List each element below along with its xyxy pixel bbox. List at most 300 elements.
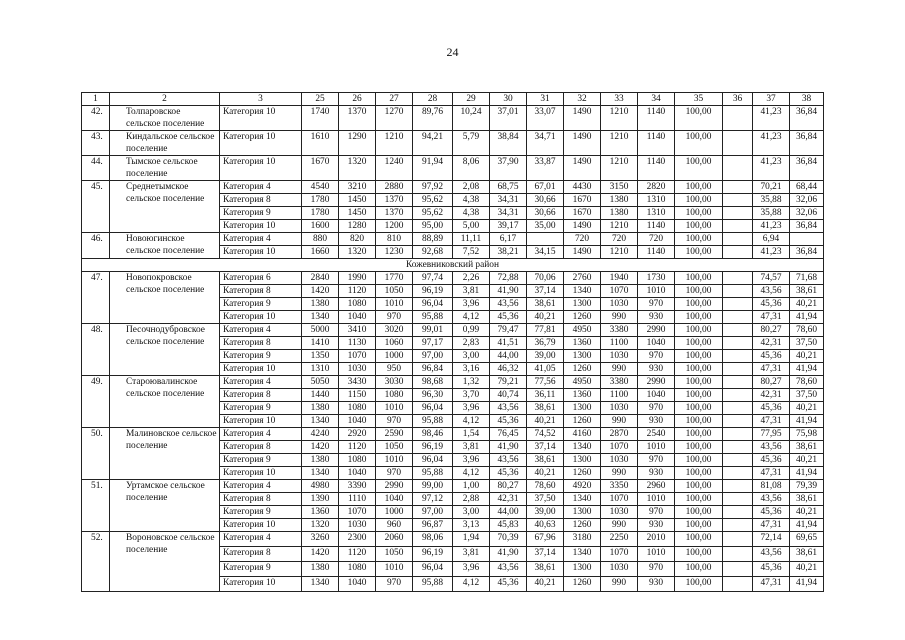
value-cell: 89,76 bbox=[413, 106, 453, 131]
value-cell: 720 bbox=[564, 233, 601, 246]
value-cell: 47,31 bbox=[753, 467, 790, 480]
value-cell: 100,00 bbox=[675, 337, 723, 350]
category-cell: Категория 10 bbox=[220, 131, 302, 156]
value-cell: 1010 bbox=[376, 298, 413, 311]
row-number: 51. bbox=[82, 480, 110, 532]
value-cell: 100,00 bbox=[675, 324, 723, 337]
value-cell: 970 bbox=[638, 562, 675, 577]
value-cell: 97,17 bbox=[413, 337, 453, 350]
value-cell: 4540 bbox=[302, 181, 339, 194]
value-cell: 1140 bbox=[638, 246, 675, 259]
value-cell bbox=[723, 207, 753, 220]
value-cell: 930 bbox=[638, 467, 675, 480]
value-cell: 1300 bbox=[564, 402, 601, 415]
value-cell: 1420 bbox=[302, 285, 339, 298]
value-cell: 1200 bbox=[376, 220, 413, 233]
value-cell: 100,00 bbox=[675, 181, 723, 194]
value-cell: 4,38 bbox=[453, 207, 490, 220]
value-cell: 100,00 bbox=[675, 562, 723, 577]
column-header: 3 bbox=[220, 93, 302, 106]
value-cell: 4980 bbox=[302, 480, 339, 493]
value-cell: 34,31 bbox=[490, 194, 527, 207]
value-cell: 1490 bbox=[564, 246, 601, 259]
value-cell: 1380 bbox=[601, 194, 638, 207]
value-cell bbox=[723, 156, 753, 181]
value-cell: 1390 bbox=[302, 493, 339, 506]
value-cell: 1360 bbox=[564, 389, 601, 402]
value-cell bbox=[723, 562, 753, 577]
value-cell: 1270 bbox=[376, 106, 413, 131]
value-cell: 1260 bbox=[564, 577, 601, 592]
value-cell: 1990 bbox=[339, 272, 376, 285]
value-cell: 41,90 bbox=[490, 547, 527, 562]
value-cell: 67,96 bbox=[527, 532, 564, 547]
value-cell: 5,00 bbox=[453, 220, 490, 233]
row-number: 48. bbox=[82, 324, 110, 376]
value-cell: 4160 bbox=[564, 428, 601, 441]
value-cell: 970 bbox=[376, 311, 413, 324]
value-cell: 1340 bbox=[302, 415, 339, 428]
value-cell: 1340 bbox=[302, 577, 339, 592]
value-cell: 100,00 bbox=[675, 156, 723, 181]
value-cell: 1040 bbox=[638, 337, 675, 350]
district-title: Кожевниковский район bbox=[82, 259, 824, 272]
column-header: 25 bbox=[302, 93, 339, 106]
value-cell: 950 bbox=[376, 363, 413, 376]
category-cell: Категория 9 bbox=[220, 402, 302, 415]
value-cell: 2590 bbox=[376, 428, 413, 441]
value-cell: 77,81 bbox=[527, 324, 564, 337]
value-cell: 37,14 bbox=[527, 547, 564, 562]
value-cell: 4,12 bbox=[453, 415, 490, 428]
value-cell: 36,84 bbox=[790, 131, 824, 156]
value-cell: 1370 bbox=[376, 194, 413, 207]
value-cell: 1340 bbox=[302, 467, 339, 480]
value-cell: 1300 bbox=[564, 298, 601, 311]
value-cell: 2,88 bbox=[453, 493, 490, 506]
category-cell: Категория 8 bbox=[220, 441, 302, 454]
value-cell: 79,39 bbox=[790, 480, 824, 493]
value-cell: 33,07 bbox=[527, 106, 564, 131]
value-cell: 81,08 bbox=[753, 480, 790, 493]
value-cell: 98,46 bbox=[413, 428, 453, 441]
value-cell: 1050 bbox=[376, 547, 413, 562]
value-cell: 100,00 bbox=[675, 493, 723, 506]
value-cell: 1310 bbox=[302, 363, 339, 376]
value-cell: 2990 bbox=[638, 324, 675, 337]
value-cell: 100,00 bbox=[675, 467, 723, 480]
value-cell: 43,56 bbox=[753, 441, 790, 454]
value-cell: 100,00 bbox=[675, 547, 723, 562]
value-cell: 45,36 bbox=[490, 415, 527, 428]
value-cell: 5,79 bbox=[453, 131, 490, 156]
category-cell: Категория 4 bbox=[220, 324, 302, 337]
value-cell: 100,00 bbox=[675, 577, 723, 592]
value-cell: 100,00 bbox=[675, 376, 723, 389]
value-cell: 80,27 bbox=[490, 480, 527, 493]
value-cell: 37,01 bbox=[490, 106, 527, 131]
value-cell: 1410 bbox=[302, 337, 339, 350]
value-cell bbox=[723, 441, 753, 454]
category-cell: Категория 4 bbox=[220, 233, 302, 246]
value-cell: 2990 bbox=[376, 480, 413, 493]
value-cell: 1010 bbox=[376, 562, 413, 577]
value-cell bbox=[723, 337, 753, 350]
value-cell: 3030 bbox=[376, 376, 413, 389]
value-cell: 38,84 bbox=[490, 131, 527, 156]
value-cell: 96,04 bbox=[413, 298, 453, 311]
value-cell: 1260 bbox=[564, 467, 601, 480]
value-cell: 1130 bbox=[339, 337, 376, 350]
value-cell: 69,65 bbox=[790, 532, 824, 547]
value-cell: 2960 bbox=[638, 480, 675, 493]
value-cell: 43,56 bbox=[490, 402, 527, 415]
value-cell: 45,36 bbox=[490, 467, 527, 480]
value-cell: 4,12 bbox=[453, 311, 490, 324]
value-cell: 68,44 bbox=[790, 181, 824, 194]
value-cell: 1280 bbox=[339, 220, 376, 233]
value-cell: 10,24 bbox=[453, 106, 490, 131]
value-cell: 930 bbox=[638, 519, 675, 532]
value-cell: 1080 bbox=[339, 562, 376, 577]
value-cell: 990 bbox=[601, 577, 638, 592]
value-cell: 1370 bbox=[339, 106, 376, 131]
value-cell: 77,95 bbox=[753, 428, 790, 441]
value-cell: 1740 bbox=[302, 106, 339, 131]
value-cell bbox=[723, 363, 753, 376]
row-number: 46. bbox=[82, 233, 110, 259]
value-cell: 100,00 bbox=[675, 350, 723, 363]
value-cell: 34,31 bbox=[490, 207, 527, 220]
settlement-name: Киндальское сельское поселение bbox=[110, 131, 220, 156]
value-cell: 67,01 bbox=[527, 181, 564, 194]
value-cell: 1380 bbox=[302, 562, 339, 577]
value-cell: 99,00 bbox=[413, 480, 453, 493]
value-cell: 4,12 bbox=[453, 467, 490, 480]
value-cell bbox=[723, 480, 753, 493]
value-cell: 41,90 bbox=[490, 441, 527, 454]
table-row bbox=[82, 181, 824, 194]
value-cell: 100,00 bbox=[675, 246, 723, 259]
value-cell: 45,36 bbox=[753, 506, 790, 519]
value-cell: 38,61 bbox=[527, 454, 564, 467]
value-cell: 100,00 bbox=[675, 298, 723, 311]
value-cell: 1030 bbox=[601, 506, 638, 519]
value-cell: 3020 bbox=[376, 324, 413, 337]
category-cell: Категория 10 bbox=[220, 577, 302, 592]
value-cell: 95,88 bbox=[413, 577, 453, 592]
value-cell: 5050 bbox=[302, 376, 339, 389]
value-cell: 43,56 bbox=[490, 562, 527, 577]
value-cell: 96,04 bbox=[413, 562, 453, 577]
value-cell: 39,17 bbox=[490, 220, 527, 233]
value-cell: 1490 bbox=[564, 131, 601, 156]
value-cell: 41,94 bbox=[790, 415, 824, 428]
settlement-name: Староювалинское сельское поселение bbox=[110, 376, 220, 428]
value-cell: 4950 bbox=[564, 376, 601, 389]
value-cell: 4920 bbox=[564, 480, 601, 493]
value-cell: 40,21 bbox=[527, 577, 564, 592]
value-cell: 2300 bbox=[339, 532, 376, 547]
value-cell: 2880 bbox=[376, 181, 413, 194]
value-cell: 4,38 bbox=[453, 194, 490, 207]
value-cell: 100,00 bbox=[675, 454, 723, 467]
value-cell: 1300 bbox=[564, 506, 601, 519]
value-cell: 35,88 bbox=[753, 194, 790, 207]
value-cell: 100,00 bbox=[675, 311, 723, 324]
column-header: 33 bbox=[601, 93, 638, 106]
value-cell: 74,52 bbox=[527, 428, 564, 441]
value-cell: 99,01 bbox=[413, 324, 453, 337]
category-cell: Категория 4 bbox=[220, 480, 302, 493]
value-cell: 45,36 bbox=[753, 454, 790, 467]
value-cell: 3,81 bbox=[453, 285, 490, 298]
value-cell: 97,74 bbox=[413, 272, 453, 285]
value-cell: 40,21 bbox=[790, 506, 824, 519]
value-cell: 1240 bbox=[376, 156, 413, 181]
value-cell: 100,00 bbox=[675, 207, 723, 220]
value-cell bbox=[723, 246, 753, 259]
value-cell: 47,31 bbox=[753, 577, 790, 592]
value-cell bbox=[723, 233, 753, 246]
value-cell: 88,89 bbox=[413, 233, 453, 246]
value-cell: 1490 bbox=[564, 106, 601, 131]
value-cell: 970 bbox=[376, 577, 413, 592]
value-cell: 1030 bbox=[339, 363, 376, 376]
column-header: 30 bbox=[490, 93, 527, 106]
column-header: 29 bbox=[453, 93, 490, 106]
value-cell: 960 bbox=[376, 519, 413, 532]
value-cell: 1780 bbox=[302, 207, 339, 220]
value-cell: 1290 bbox=[339, 131, 376, 156]
value-cell: 41,23 bbox=[753, 156, 790, 181]
value-cell: 2,83 bbox=[453, 337, 490, 350]
value-cell bbox=[723, 415, 753, 428]
value-cell: 43,56 bbox=[753, 285, 790, 298]
value-cell: 45,36 bbox=[490, 577, 527, 592]
value-cell: 98,06 bbox=[413, 532, 453, 547]
value-cell: 1080 bbox=[376, 389, 413, 402]
value-cell: 3,00 bbox=[453, 350, 490, 363]
value-cell: 3,81 bbox=[453, 547, 490, 562]
value-cell: 3,81 bbox=[453, 441, 490, 454]
column-header: 31 bbox=[527, 93, 564, 106]
value-cell: 1340 bbox=[302, 311, 339, 324]
value-cell: 810 bbox=[376, 233, 413, 246]
settlement-name: Новопокровское сельское поселение bbox=[110, 272, 220, 324]
value-cell: 40,21 bbox=[790, 454, 824, 467]
value-cell: 39,00 bbox=[527, 506, 564, 519]
value-cell: 100,00 bbox=[675, 285, 723, 298]
value-cell: 95,00 bbox=[413, 220, 453, 233]
row-number: 47. bbox=[82, 272, 110, 324]
category-cell: Категория 10 bbox=[220, 106, 302, 131]
value-cell: 1010 bbox=[376, 454, 413, 467]
column-header: 2 bbox=[110, 93, 220, 106]
value-cell: 970 bbox=[638, 298, 675, 311]
value-cell: 41,94 bbox=[790, 311, 824, 324]
value-cell: 38,61 bbox=[527, 298, 564, 311]
value-cell: 79,21 bbox=[490, 376, 527, 389]
value-cell: 1300 bbox=[564, 562, 601, 577]
category-cell: Категория 9 bbox=[220, 298, 302, 311]
table-row bbox=[82, 233, 824, 246]
column-header: 35 bbox=[675, 93, 723, 106]
page-number: 24 bbox=[446, 45, 459, 59]
value-cell: 2540 bbox=[638, 428, 675, 441]
value-cell: 1040 bbox=[339, 415, 376, 428]
row-number: 44. bbox=[82, 156, 110, 181]
value-cell: 32,06 bbox=[790, 194, 824, 207]
value-cell: 2760 bbox=[564, 272, 601, 285]
value-cell: 96,04 bbox=[413, 454, 453, 467]
value-cell: 1340 bbox=[564, 441, 601, 454]
value-cell: 1360 bbox=[302, 506, 339, 519]
value-cell: 100,00 bbox=[675, 519, 723, 532]
value-cell: 30,66 bbox=[527, 194, 564, 207]
value-cell: 68,75 bbox=[490, 181, 527, 194]
category-cell: Категория 6 bbox=[220, 272, 302, 285]
value-cell: 1040 bbox=[638, 389, 675, 402]
value-cell: 1070 bbox=[601, 493, 638, 506]
value-cell: 970 bbox=[638, 454, 675, 467]
value-cell: 46,32 bbox=[490, 363, 527, 376]
category-cell: Категория 10 bbox=[220, 363, 302, 376]
column-header: 26 bbox=[339, 93, 376, 106]
column-header: 28 bbox=[413, 93, 453, 106]
value-cell: 820 bbox=[339, 233, 376, 246]
value-cell: 1360 bbox=[564, 337, 601, 350]
value-cell: 6,17 bbox=[490, 233, 527, 246]
category-cell: Категория 8 bbox=[220, 337, 302, 350]
value-cell bbox=[723, 311, 753, 324]
category-cell: Категория 10 bbox=[220, 519, 302, 532]
value-cell: 44,00 bbox=[490, 506, 527, 519]
value-cell: 1100 bbox=[601, 389, 638, 402]
value-cell: 970 bbox=[638, 506, 675, 519]
category-cell: Категория 8 bbox=[220, 493, 302, 506]
value-cell: 1210 bbox=[376, 131, 413, 156]
value-cell: 45,36 bbox=[753, 562, 790, 577]
value-cell: 47,31 bbox=[753, 415, 790, 428]
value-cell: 42,31 bbox=[490, 493, 527, 506]
value-cell: 47,31 bbox=[753, 311, 790, 324]
value-cell: 100,00 bbox=[675, 428, 723, 441]
table-row bbox=[82, 324, 824, 337]
value-cell: 1370 bbox=[376, 207, 413, 220]
value-cell: 70,39 bbox=[490, 532, 527, 547]
value-cell: 1210 bbox=[601, 156, 638, 181]
value-cell: 1210 bbox=[601, 131, 638, 156]
value-cell bbox=[723, 285, 753, 298]
value-cell: 43,56 bbox=[753, 547, 790, 562]
value-cell: 40,21 bbox=[790, 562, 824, 577]
value-cell: 990 bbox=[601, 467, 638, 480]
value-cell: 96,04 bbox=[413, 402, 453, 415]
value-cell: 3390 bbox=[339, 480, 376, 493]
value-cell: 1380 bbox=[302, 454, 339, 467]
value-cell: 1060 bbox=[376, 337, 413, 350]
value-cell: 1940 bbox=[601, 272, 638, 285]
value-cell bbox=[723, 532, 753, 547]
value-cell: 78,60 bbox=[790, 324, 824, 337]
value-cell: 42,31 bbox=[753, 337, 790, 350]
category-cell: Категория 9 bbox=[220, 454, 302, 467]
value-cell: 97,00 bbox=[413, 506, 453, 519]
value-cell: 1010 bbox=[638, 285, 675, 298]
header-row bbox=[82, 93, 824, 106]
value-cell: 72,88 bbox=[490, 272, 527, 285]
value-cell: 1310 bbox=[638, 194, 675, 207]
value-cell: 4,12 bbox=[453, 577, 490, 592]
value-cell: 2,08 bbox=[453, 181, 490, 194]
value-cell: 45,36 bbox=[490, 311, 527, 324]
value-cell: 1000 bbox=[376, 506, 413, 519]
value-cell: 1320 bbox=[302, 519, 339, 532]
value-cell: 1260 bbox=[564, 363, 601, 376]
row-number: 42. bbox=[82, 106, 110, 131]
value-cell: 45,36 bbox=[753, 298, 790, 311]
value-cell: 78,60 bbox=[527, 480, 564, 493]
column-header: 1 bbox=[82, 93, 110, 106]
column-header: 32 bbox=[564, 93, 601, 106]
value-cell: 1,00 bbox=[453, 480, 490, 493]
value-cell: 1420 bbox=[302, 547, 339, 562]
value-cell: 2840 bbox=[302, 272, 339, 285]
value-cell: 5000 bbox=[302, 324, 339, 337]
value-cell: 3380 bbox=[601, 324, 638, 337]
value-cell: 1230 bbox=[376, 246, 413, 259]
value-cell: 92,68 bbox=[413, 246, 453, 259]
table-row bbox=[82, 272, 824, 285]
value-cell: 40,63 bbox=[527, 519, 564, 532]
value-cell: 8,06 bbox=[453, 156, 490, 181]
value-cell: 35,88 bbox=[753, 207, 790, 220]
value-cell: 77,56 bbox=[527, 376, 564, 389]
value-cell: 36,84 bbox=[790, 106, 824, 131]
value-cell: 1070 bbox=[339, 506, 376, 519]
value-cell: 37,50 bbox=[790, 337, 824, 350]
value-cell: 41,94 bbox=[790, 577, 824, 592]
value-cell: 80,27 bbox=[753, 324, 790, 337]
value-cell: 1140 bbox=[638, 220, 675, 233]
value-cell: 100,00 bbox=[675, 233, 723, 246]
value-cell: 100,00 bbox=[675, 194, 723, 207]
value-cell: 2820 bbox=[638, 181, 675, 194]
value-cell: 42,31 bbox=[753, 389, 790, 402]
value-cell: 36,84 bbox=[790, 156, 824, 181]
value-cell bbox=[723, 194, 753, 207]
data-table bbox=[81, 92, 824, 592]
settlement-name: Вороновское сельское поселение bbox=[110, 532, 220, 592]
value-cell: 41,51 bbox=[490, 337, 527, 350]
value-cell: 78,60 bbox=[790, 376, 824, 389]
value-cell: 71,68 bbox=[790, 272, 824, 285]
value-cell: 1010 bbox=[638, 547, 675, 562]
value-cell bbox=[723, 181, 753, 194]
value-cell: 1140 bbox=[638, 156, 675, 181]
value-cell: 3380 bbox=[601, 376, 638, 389]
category-cell: Категория 10 bbox=[220, 156, 302, 181]
value-cell: 3,96 bbox=[453, 298, 490, 311]
settlement-name: Новоюгинское сельское поселение bbox=[110, 233, 220, 259]
value-cell: 40,21 bbox=[790, 402, 824, 415]
value-cell bbox=[790, 233, 824, 246]
value-cell: 38,61 bbox=[790, 547, 824, 562]
value-cell: 1,94 bbox=[453, 532, 490, 547]
value-cell: 79,47 bbox=[490, 324, 527, 337]
value-cell: 4950 bbox=[564, 324, 601, 337]
